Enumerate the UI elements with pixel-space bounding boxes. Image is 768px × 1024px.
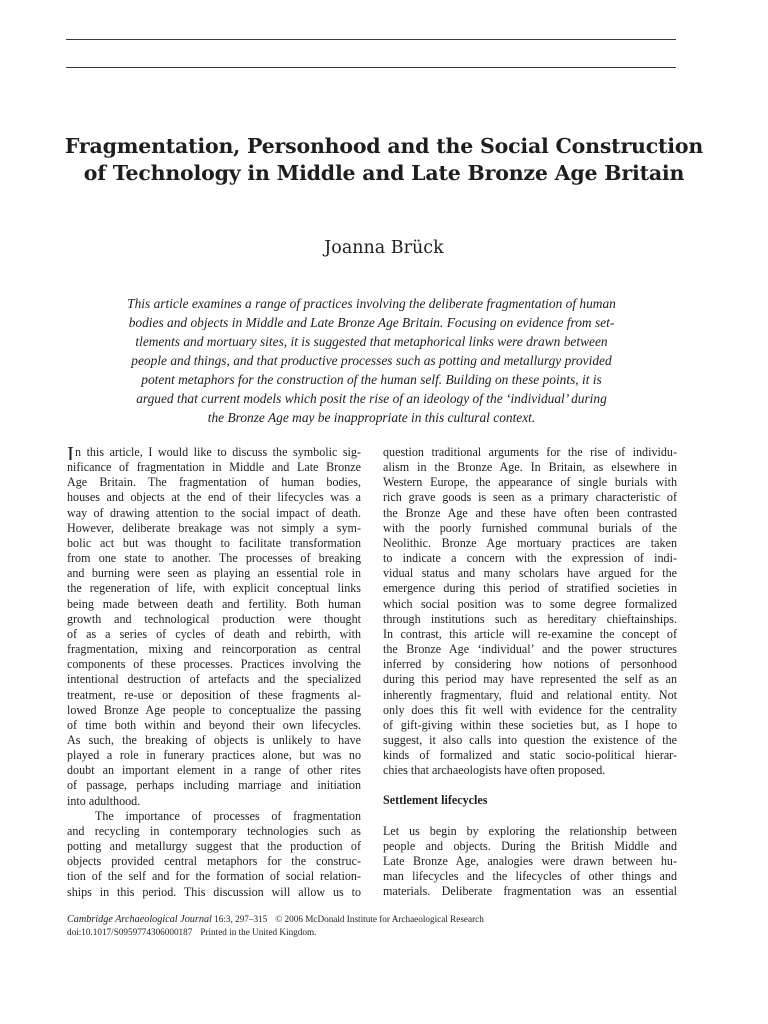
title-line: Fragmentation, Personhood and the Social Construction xyxy=(64,134,704,158)
abstract-line: This article examines a range of practices involving the deliberate fragmentation of human xyxy=(127,296,616,311)
body-line: through institutions such as hereditary chieftainships. xyxy=(383,611,677,626)
drop-cap: I xyxy=(67,445,74,461)
body-line: lowed Bronze Age people to conceptualize the passing xyxy=(67,702,361,717)
copyright-notice: © 2006 McDonald Institute for Archaeological Research xyxy=(275,914,484,924)
body-line: and burning were seen as playing an essential role in xyxy=(67,566,361,581)
body-line: from one state to another. The processes of breaking xyxy=(67,551,361,566)
body-line: nificance of fragmentation in Middle and Late Bronze xyxy=(67,460,361,475)
body-line: houses and objects at the end of their lifecycles was a xyxy=(67,490,361,505)
paragraph-gap xyxy=(383,809,677,824)
body-line: ships in this period. This discussion will allow us to xyxy=(67,884,361,899)
body-line: However, deliberate breakage was not simply a sym- xyxy=(67,520,361,535)
body-line xyxy=(67,445,361,460)
body-line: Western Europe, the appearance of single burials with xyxy=(383,475,677,490)
body-line: and recycling in contemporary technologies such as xyxy=(67,823,361,838)
body-line: tion of the self and for the formation of social relation- xyxy=(67,869,361,884)
body-line: inferred by considering how notions of personhood xyxy=(383,657,677,672)
body-line: Neolithic. Bronze Age mortuary practices are taken xyxy=(383,535,677,550)
body-line: the Bronze Age and these have often been contrasted xyxy=(383,505,677,520)
body-line: during this period may have represented the self as an xyxy=(383,672,677,687)
body-line: only does this fit well with evidence for the centrality xyxy=(383,702,677,717)
doi: doi:10.1017/S0959774306000187 xyxy=(67,927,193,937)
top-rule xyxy=(66,39,676,40)
abstract-line: people and things, and that productive processes such as potting and metallurgy provided xyxy=(131,353,612,368)
body-line: materials. Deliberate fragmentation was an essential xyxy=(383,884,677,899)
paragraph-gap xyxy=(383,778,677,793)
body-line: of gift-giving within these societies but, as I hope to xyxy=(383,717,677,732)
author-name: Joanna Brück xyxy=(324,238,444,258)
body-line: Age Britain. The fragmentation of human bodies, xyxy=(67,475,361,490)
body-line: alism in the Bronze Age. In Britain, as elsewhere in xyxy=(383,460,677,475)
title-line: of Technology in Middle and Late Bronze Age Britain xyxy=(83,161,685,185)
body-line: man lifecycles and the lifecycles of other things and xyxy=(383,869,677,884)
body-line: being made between death and fertility. Both human xyxy=(67,596,361,611)
abstract-line: potent metaphors for the construction of the human self. Building on these points, it is xyxy=(141,372,602,387)
body-line: As such, the breaking of objects is unlikely to have xyxy=(67,732,361,747)
body-line: kinds of formalized and static socio-political hierar- xyxy=(383,748,677,763)
body-line: to indicate a concern with the expression of indi- xyxy=(383,551,677,566)
body-line: vidual status and many scholars have argued for the xyxy=(383,566,677,581)
body-line: of passage, perhaps including marriage and initiation xyxy=(67,778,361,793)
footer-line-citation xyxy=(67,913,677,926)
body-line: inherently fragmentary, fluid and relational entity. Not xyxy=(383,687,677,702)
body-line: emergence during this period of stratified societies in xyxy=(383,581,677,596)
body-line: way of drawing attention to the social impact of death. xyxy=(67,505,361,520)
footer-line-doi xyxy=(67,926,677,939)
printed-notice: Printed in the United Kingdom. xyxy=(200,927,317,937)
body-line: of as a series of cycles of death and rebirth, with xyxy=(67,626,361,641)
body-line: with the poorly furnished communal burials of the xyxy=(383,520,677,535)
abstract-line: bodies and objects in Middle and Late Bronze Age Britain. Focusing on evidence from set- xyxy=(128,315,615,330)
body-line: Let us begin by exploring the relationship between xyxy=(383,823,677,838)
page-footer xyxy=(67,913,677,939)
abstract-line: argued that current models which posit the rise of an ideology of the ‘individual’ during xyxy=(136,391,607,406)
body-line: doubt an important element in a range of other rites xyxy=(67,763,361,778)
body-line-text: n this article, I would like to discuss the symbolic sig- xyxy=(75,445,361,459)
body-line: growth and technological production were thought xyxy=(67,611,361,626)
body-line: intentional destruction of artefacts and the specialized xyxy=(67,672,361,687)
body-line: played a role in funerary practices alone, but was no xyxy=(67,748,361,763)
second-rule xyxy=(66,67,676,68)
abstract-line: the Bronze Age may be inappropriate in this cultural context. xyxy=(207,410,536,425)
body-column-right xyxy=(383,445,677,899)
body-column-left xyxy=(67,445,361,900)
body-line: In contrast, this article will re-examine the concept of xyxy=(383,626,677,641)
body-line: chies that archaeologists have often proposed. xyxy=(383,763,606,778)
body-line: of time both within and beyond their own lifecycles. xyxy=(67,717,361,732)
body-line: potting and metallurgy suggest that the production of xyxy=(67,839,361,854)
body-line: the Bronze Age ‘individual’ and the power structures xyxy=(383,642,677,657)
body-line: which social position was to some degree formalized xyxy=(383,596,677,611)
body-line: bolic act but was thought to facilitate transformation xyxy=(67,535,361,550)
body-line: people and objects. During the British Middle and xyxy=(383,838,677,853)
journal-citation: 16:3, 297–315 xyxy=(211,914,268,924)
journal-name: Cambridge Archaeological Journal xyxy=(67,914,212,925)
paper-title xyxy=(60,133,708,187)
body-line: into adulthood. xyxy=(67,793,141,808)
body-line: question traditional arguments for the rise of individu- xyxy=(383,445,677,459)
abstract xyxy=(103,294,640,427)
abstract-line: tlements and mortuary sites, it is suggested that metaphorical links were drawn between xyxy=(135,334,608,349)
body-line: the regeneration of life, with explicit conceptual links xyxy=(67,581,361,596)
body-line: suggest, it also calls into question the existence of the xyxy=(383,732,677,747)
body-line: objects provided central metaphors for the construc- xyxy=(67,854,361,869)
body-line: The importance of processes of fragmentation xyxy=(95,808,361,823)
body-line: components of these processes. Practices involving the xyxy=(67,657,361,672)
body-line: Late Bronze Age, analogies were drawn between hu- xyxy=(383,853,677,868)
body-line: rich grave goods is seen as a primary characteristic of xyxy=(383,490,677,505)
section-heading: Settlement lifecycles xyxy=(383,793,488,808)
body-line: treatment, re-use or deposition of these fragments al- xyxy=(67,687,361,702)
body-line: fragmentation, mixing and reincorporation as central xyxy=(67,642,361,657)
